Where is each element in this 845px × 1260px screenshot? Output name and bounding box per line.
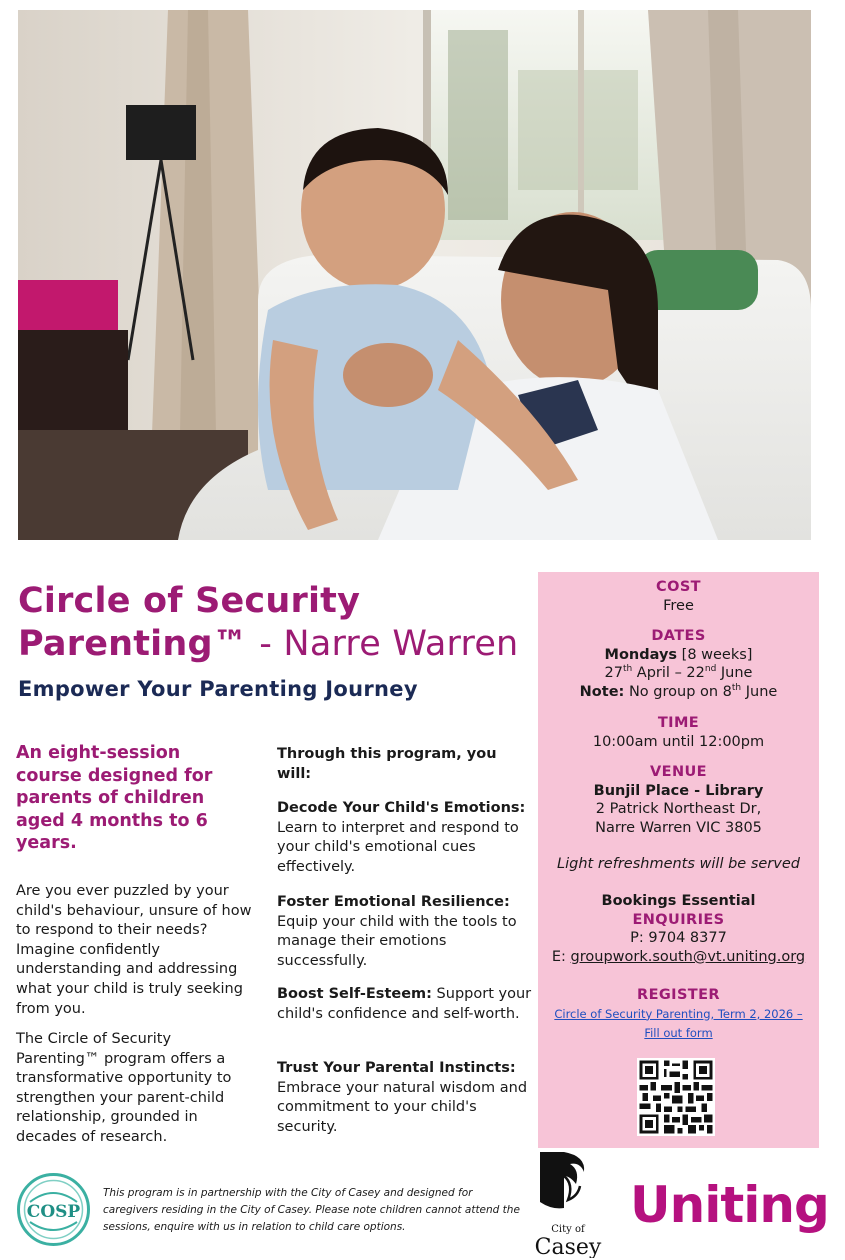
title-location: - Narre Warren	[247, 624, 519, 664]
dates-note: Note: No group on 8th June	[579, 682, 778, 700]
page-title	[18, 580, 538, 666]
intro-paragraph: Are you ever puzzled by your child's behaviour, unsure of how to respond to their needs? Imagine confidently understanding and addressing what your child is truly seeking from you.	[16, 883, 252, 1017]
register-heading: REGISTER	[637, 987, 720, 1003]
cosp-logo	[16, 1172, 91, 1247]
program-paragraph: The Circle of Security Parenting™ program offers a transformative opportunity to strengthen your parent-child relationship, grounded in decades of research.	[16, 1031, 232, 1145]
venue-section	[538, 763, 819, 837]
city-of-casey-logo	[534, 1150, 606, 1258]
enquiries-heading: ENQUIRIES	[632, 911, 725, 928]
time-heading: TIME	[657, 715, 700, 731]
subtitle: Empower Your Parenting Journey	[18, 677, 418, 701]
qr-code-icon[interactable]	[637, 1058, 715, 1136]
dates-section	[538, 627, 819, 701]
venue-name: Bunjil Place - Library	[593, 782, 764, 799]
time-value: 10:00am until 12:00pm	[592, 733, 765, 750]
venue-heading: VENUE	[650, 764, 707, 780]
email-link[interactable]: groupwork.south@vt.uniting.org	[570, 948, 806, 965]
svg-text:Casey: Casey	[534, 1235, 602, 1258]
venue-address-line2: Narre Warren VIC 3805	[595, 819, 762, 836]
benefit-item: Boost Self-Esteem: Support your child's confidence and self-worth.	[277, 986, 532, 1022]
lead-text: An eight-session course designed for parents of children aged 4 months to 6 years.	[16, 743, 213, 853]
phone-number: P: 9704 8377	[630, 930, 727, 947]
title-bold: Circle of Security Parenting™	[18, 581, 361, 664]
cost-value: Free	[663, 597, 694, 614]
svg-text:COSP: COSP	[26, 1202, 81, 1222]
partnership-note: This program is in partnership with the City of Casey and designed for caregivers residing in the City of Casey. Please note children cannot attend the sessions, enquire with us in relation to child care options.	[103, 1187, 520, 1233]
dates-heading: DATES	[651, 628, 706, 644]
benefit-item: Decode Your Child's Emotions: Learn to interpret and respond to your child's emotional cues effectively.	[277, 800, 526, 875]
benefit-item: Foster Emotional Resilience: Equip your child with the tools to manage their emotions successfully.	[277, 894, 517, 969]
dates-range: 27th April – 22nd June	[604, 664, 753, 682]
info-panel	[538, 572, 819, 1148]
hero-photo	[18, 10, 811, 540]
cost-section	[538, 578, 819, 615]
dates-day: Mondays [8 weeks]	[604, 646, 753, 663]
svg-text:City of: City of	[551, 1224, 585, 1235]
benefit-item: Trust Your Parental Instincts: Embrace your natural wisdom and commitment to your child's security.	[277, 1060, 528, 1135]
uniting-logo: Uniting	[630, 1176, 829, 1234]
register-form-link[interactable]: Circle of Security Parenting, Term 2, 2026 – Fill out form	[554, 1006, 803, 1040]
time-section	[538, 714, 819, 751]
refreshments-note: Light refreshments will be served	[557, 856, 800, 872]
bookings-essential: Bookings Essential	[601, 893, 756, 909]
enquiries-section	[538, 892, 819, 966]
benefits-intro: Through this program, you will:	[277, 746, 497, 782]
venue-address-line1: 2 Patrick Northeast Dr,	[595, 801, 762, 818]
register-section	[538, 986, 819, 1043]
email-line: E: groupwork.south@vt.uniting.org	[551, 948, 806, 965]
cost-heading: COST	[656, 579, 701, 595]
